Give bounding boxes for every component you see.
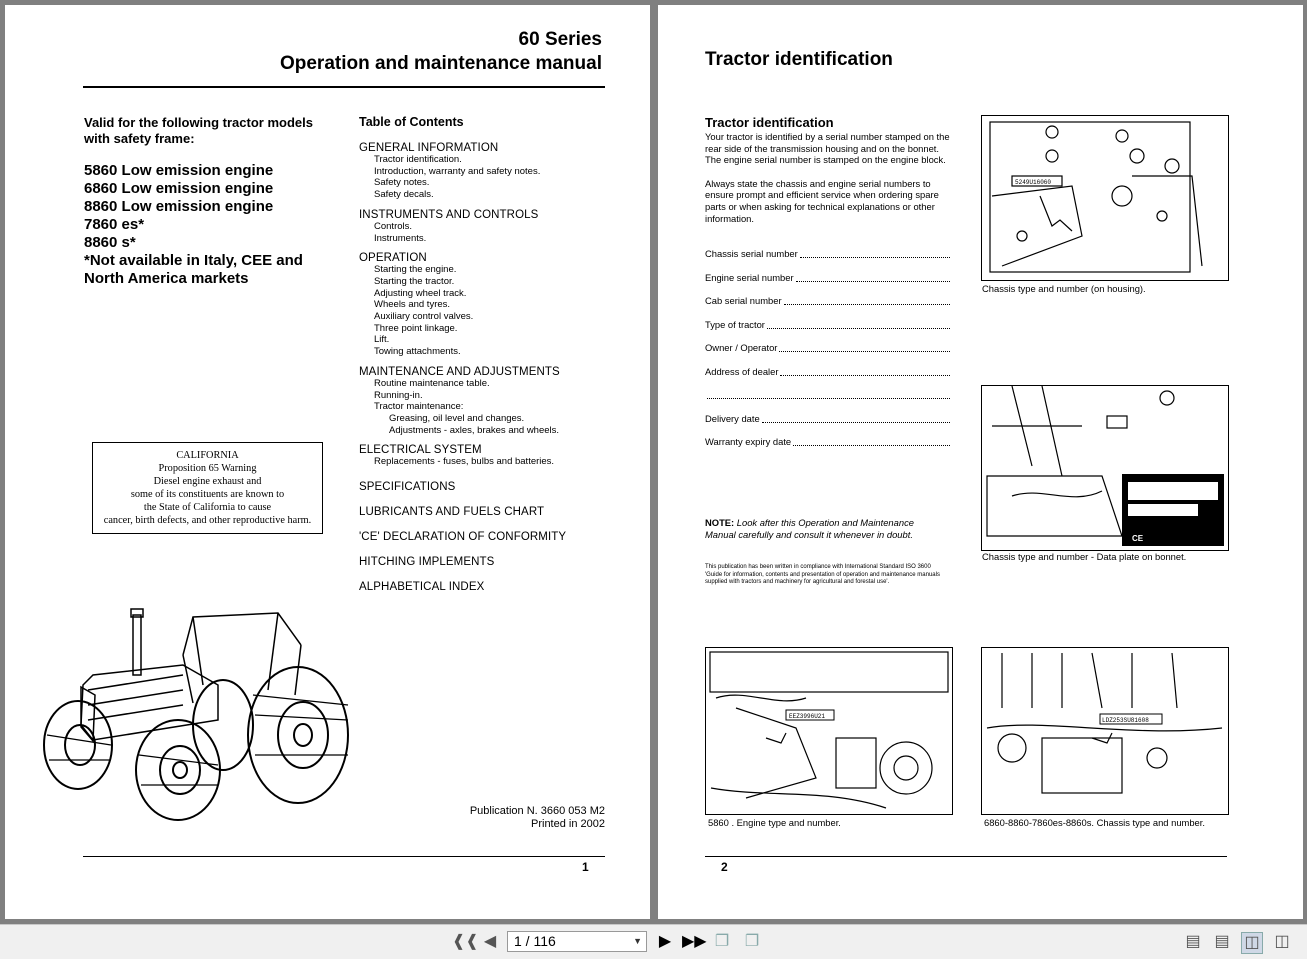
document-page-1 <box>5 5 650 919</box>
toc-item: Starting the tractor. <box>374 275 455 287</box>
page-display: 1 / 116 <box>514 933 556 949</box>
toc-section: 'CE' DECLARATION OF CONFORMITY <box>359 531 567 544</box>
form-field: Address of dealer <box>705 366 950 390</box>
toc-section: HITCHING IMPLEMENTS <box>359 556 495 569</box>
toc-item: Routine maintenance table. <box>374 377 490 389</box>
first-page-icon[interactable]: ❰❰ <box>452 933 479 950</box>
section-heading: Tractor identification <box>705 115 834 130</box>
model-list <box>84 162 344 288</box>
form-field: Engine serial number <box>705 272 950 296</box>
toc-section: GENERAL INFORMATION <box>359 142 499 154</box>
toc-title: Table of Contents <box>359 115 464 129</box>
divider <box>83 86 605 88</box>
serial-stamp: EEZ3996U21 <box>789 713 826 720</box>
toc-item: Towing attachments. <box>374 346 461 358</box>
document-page-2 <box>658 5 1303 919</box>
toc-section: INSTRUMENTS AND CONTROLS <box>359 208 539 221</box>
toc-item: Running-in. <box>374 389 423 401</box>
viewer-toolbar <box>0 924 1307 959</box>
warning-line: Diesel engine exhaust and <box>153 476 262 488</box>
toc-item: Adjusting wheel track. <box>374 287 467 299</box>
form-field: Chassis serial number <box>705 248 950 272</box>
previous-page-icon[interactable]: ◀ <box>483 933 497 950</box>
form-field: Warranty expiry date <box>705 436 950 460</box>
continuous-view-icon[interactable]: ▤ <box>1214 933 1230 950</box>
serial-stamp: 5249U16060 <box>1015 179 1052 186</box>
engine-5860-photo <box>705 647 953 815</box>
toc-item: Wheels and tyres. <box>374 299 451 311</box>
two-page-view-icon[interactable]: ◫ <box>1241 932 1263 954</box>
warning-line: some of its constituents are known to <box>130 489 285 501</box>
toc-item: Tractor maintenance: <box>374 401 464 413</box>
form-field: Delivery date <box>705 413 950 437</box>
page-number-field[interactable] <box>507 931 647 952</box>
toc-item: Introduction, warranty and safety notes. <box>374 165 541 177</box>
manual-title: Operation and maintenance manual <box>279 53 602 74</box>
model-footnote: *Not available in Italy, CEE and North America markets <box>84 252 303 287</box>
toc-item: Lift. <box>374 334 390 346</box>
toc-item: Controls. <box>374 220 413 232</box>
toc-section: OPERATION <box>359 252 427 265</box>
warning-line: cancer, birth defects, and other reproductive harm. <box>103 515 312 527</box>
two-page-continuous-view-icon[interactable]: ◫ <box>1274 933 1290 950</box>
toc-item: Three point linkage. <box>374 322 458 334</box>
page-title: Tractor identification <box>705 49 893 70</box>
toc-item: Auxiliary control valves. <box>374 311 474 323</box>
warning-line: CALIFORNIA <box>176 450 239 461</box>
valid-models-intro: Valid for the following tractor models with safety frame: <box>84 115 313 146</box>
page-number: 2 <box>721 860 728 874</box>
warning-line: the State of California to cause <box>143 502 272 514</box>
toc-item: Starting the engine. <box>374 264 457 276</box>
form-field: Owner / Operator <box>705 342 950 366</box>
forward-view-icon[interactable]: ❐ <box>744 933 760 950</box>
tractor-illustration <box>33 595 353 825</box>
model-item: 8860 Low emission engine <box>84 198 274 215</box>
model-item: 5860 Low emission engine <box>84 162 274 179</box>
model-item: 6860 Low emission engine <box>84 180 274 197</box>
toc-section: ALPHABETICAL INDEX <box>359 581 485 594</box>
publication-number: Publication N. 3660 053 M2 <box>469 805 605 817</box>
form-field <box>705 389 950 413</box>
chassis-housing-photo <box>981 115 1229 281</box>
toc-section: MAINTENANCE AND ADJUSTMENTS <box>359 365 560 378</box>
form-field: Type of tractor <box>705 319 950 343</box>
form-field: Cab serial number <box>705 295 950 319</box>
next-page-icon[interactable]: ▶ <box>658 933 672 950</box>
note: NOTE: Look after this Operation and Maintenance Manual carefully and consult it whenever in doubt. <box>705 517 914 540</box>
toc-item: Tractor identification. <box>374 154 462 165</box>
fine-print: This publication has been written in compliance with International Standard ISO 3600 'Guide for information, contents and presentation of operation and maintenance manuals supplied with tractors and machinery for agricultural and forestal use'. <box>705 564 940 585</box>
toc-subitem: Adjustments - axles, brakes and wheels. <box>389 424 560 436</box>
footer-divider <box>705 856 1227 857</box>
identification-form <box>705 248 950 460</box>
single-page-view-icon[interactable]: ▤ <box>1185 933 1201 950</box>
page-number: 1 <box>582 860 589 874</box>
table-of-contents <box>359 142 639 593</box>
toc-subitem: Greasing, oil level and changes. <box>389 412 525 424</box>
footer-divider <box>83 856 605 857</box>
series-title: 60 Series <box>518 29 602 50</box>
figure-caption: 5860 . Engine type and number. <box>708 817 841 828</box>
paragraph: Always state the chassis and engine serial numbers to ensure prompt and efficient service when ordering spare parts or when asking for technical explanations or other information. <box>705 177 939 224</box>
engine-chassis-photo <box>981 647 1229 815</box>
publication-info <box>405 805 605 831</box>
toc-item: Safety decals. <box>374 189 434 201</box>
toc-section: ELECTRICAL SYSTEM <box>359 444 482 457</box>
printed-year: Printed in 2002 <box>531 818 605 830</box>
model-item: 7860 es* <box>84 216 145 233</box>
chevron-down-icon[interactable]: ▼ <box>633 936 642 946</box>
warning-line: Proposition 65 Warning <box>158 463 257 475</box>
toc-item: Replacements - fuses, bulbs and batteries. <box>374 456 555 468</box>
toc-item: Safety notes. <box>374 177 430 189</box>
figure-caption: 6860-8860-7860es-8860s. Chassis type and number. <box>984 817 1205 828</box>
toc-section: LUBRICANTS AND FUELS CHART <box>359 506 545 519</box>
toc-section: SPECIFICATIONS <box>359 481 456 494</box>
bonnet-data-plate-photo <box>981 385 1229 551</box>
figure-caption: Chassis type and number (on housing). <box>982 283 1146 294</box>
toc-item: Instruments. <box>374 232 427 244</box>
back-view-icon[interactable]: ❐ <box>714 933 730 950</box>
identification-text <box>705 131 955 224</box>
last-page-icon[interactable]: ▶▶ <box>682 933 707 950</box>
california-warning-box <box>92 442 323 534</box>
serial-stamp: LDZ253SU81608 <box>1102 717 1149 724</box>
figure-caption: Chassis type and number - Data plate on bonnet. <box>982 551 1187 562</box>
model-item: 8860 s* <box>84 234 136 251</box>
paragraph: Your tractor is identified by a serial number stamped on the rear side of the transmission housing and on the bonnet. The engine serial number is stamped on the engine block. <box>705 131 950 166</box>
svg-text:CE: CE <box>1132 534 1144 543</box>
